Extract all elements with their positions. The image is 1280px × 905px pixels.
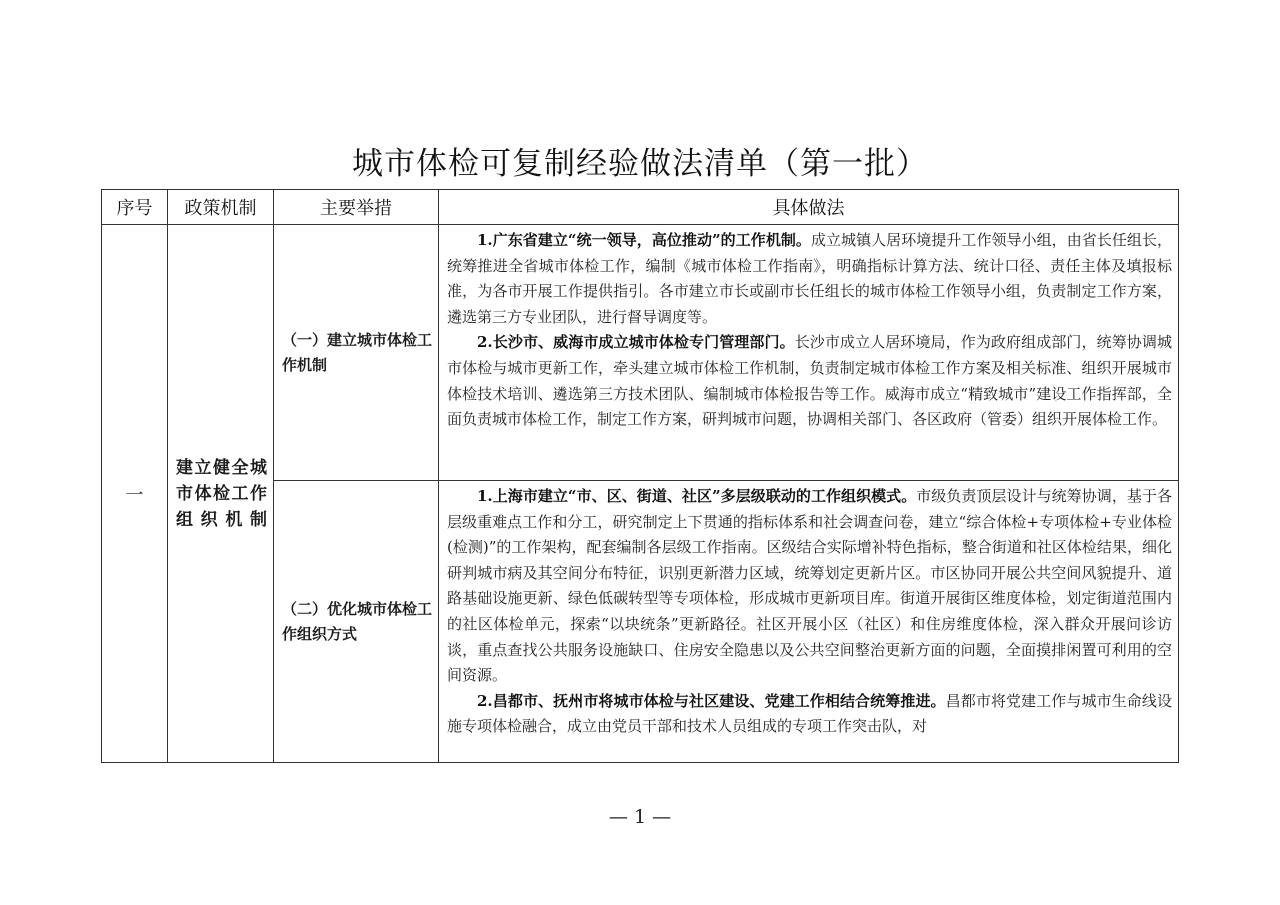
measure-cell: （二）优化城市体检工作组织方式 bbox=[274, 481, 439, 763]
table-row bbox=[102, 225, 1179, 481]
details-cell bbox=[439, 481, 1179, 763]
details-cell bbox=[439, 225, 1179, 481]
practice-heading: 2.昌都市、抚州市将城市体检与社区建设、党建工作相结合统筹推进。 bbox=[477, 691, 946, 710]
header-details: 具体做法 bbox=[439, 190, 1179, 225]
seq-cell: 一 bbox=[102, 225, 168, 763]
practice-body: 市级负责顶层设计与统筹协调，基于各层级重难点工作和分工，研究制定上下贯通的指标体系和社会调查问卷，建立“综合体检+专项体检+专业体检(检测)”的工作架构，配套编制各层级工作指南。区级结合实际增补特色指标，整合街道和社区体检结果，细化研判城市病及其空间分布特征，识别更新潜力区域，统筹划定更新片区。市区协同开展公共空间风貌提升、道路基础设施更新、绿色低碳转型等专项体检，形成城市更新项目库。街道开展街区维度体检，划定街道范围内的社区体检单元，探索“以块统条”更新路径。社区开展小区（社区）和住房维度体检，深入群众开展问诊访谈，重点查找公共服务设施缺口、住房安全隐患以及公共空间整治更新方面的问题，全面摸排闲置可利用的空间资源。 bbox=[447, 487, 1172, 685]
practice-heading: 1.上海市建立“市、区、街道、社区”多层级联动的工作组织模式。 bbox=[477, 487, 917, 505]
table-header-row bbox=[102, 190, 1179, 225]
practice-body: 长沙市成立人居环境局，作为政府组成部门，统筹协调城市体检与城市更新工作，牵头建立城市体检工作机制，负责制定城市体检工作方案及相关标准、组织开展城市体检技术培训、遴选第三方技术团队、编制城市体检报告等工作。威海市成立“精致城市”建设工作指挥部，全面负责城市体检工作，制定工作方案，研判城市问题，协调相关部门、各区政府（管委）组织开展体检工作。 bbox=[447, 333, 1172, 429]
practice-heading: 2.长沙市、威海市成立城市体检专门管理部门。 bbox=[477, 333, 795, 352]
practices-table bbox=[101, 189, 1179, 763]
practice-heading: 1.广东省建立“统一领导，高位推动”的工作机制。 bbox=[477, 231, 811, 249]
practice-item bbox=[447, 228, 1172, 330]
practice-item bbox=[447, 689, 1172, 740]
measure-cell: （一）建立城市体检工作机制 bbox=[274, 225, 439, 481]
policy-cell: 建立健全城市体检工作组织机制 bbox=[168, 225, 274, 763]
document-title: 城市体检可复制经验做法清单（第一批） bbox=[352, 146, 928, 182]
header-seq: 序号 bbox=[102, 190, 168, 225]
practice-item bbox=[447, 484, 1172, 689]
practice-body: 成立城镇人居环境提升工作领导小组，由省长任组长，统筹推进全省城市体检工作，编制《城市体检工作指南》，明确指标计算方法、统计口径、责任主体及填报标准，为各市开展工作提供指引。各市建立市长或副市长任组长的城市体检工作领导小组，负责制定工作方案，遴选第三方专业团队，进行督导调度等。 bbox=[447, 231, 1172, 326]
header-measure: 主要举措 bbox=[274, 190, 439, 225]
page-number: — 1 — bbox=[608, 806, 672, 828]
practice-body: 昌都市将党建工作与城市生命线设施专项体检融合，成立由党员干部和技术人员组成的专项工作突击队，对 bbox=[447, 691, 1172, 736]
practice-item bbox=[447, 330, 1172, 432]
header-policy: 政策机制 bbox=[168, 190, 274, 225]
